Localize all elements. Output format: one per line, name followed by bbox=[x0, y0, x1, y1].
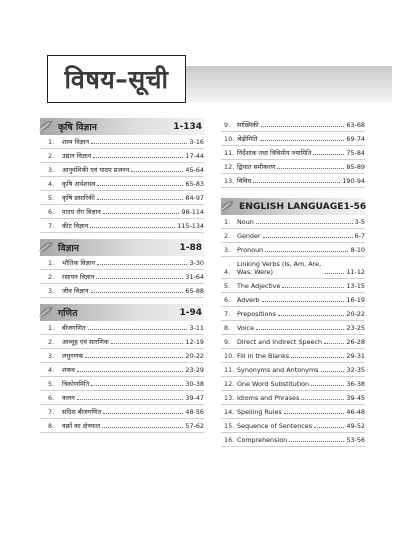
toc-entry[interactable] bbox=[221, 215, 365, 229]
entry-number: 9. bbox=[224, 121, 231, 129]
entry-pages: 23-25 bbox=[346, 324, 365, 332]
entry-number: 13. bbox=[224, 394, 235, 402]
dot-leader bbox=[282, 287, 344, 288]
toc-entry[interactable] bbox=[221, 391, 365, 405]
entry-number: 12. bbox=[224, 380, 235, 388]
dot-leader bbox=[262, 301, 345, 302]
entry-number: 14. bbox=[224, 408, 235, 416]
dot-leader bbox=[97, 264, 188, 265]
section-page-range: 1-88 bbox=[179, 242, 202, 253]
toc-entry[interactable] bbox=[221, 321, 365, 335]
entry-title: Linking Verbs (Is, Am, Are, Was, Were) bbox=[237, 260, 322, 276]
entry-pages: 84-97 bbox=[185, 194, 204, 202]
entry-title: कृषि अर्थशास्त्र bbox=[62, 180, 96, 188]
entry-pages: 69-74 bbox=[346, 135, 365, 143]
entry-pages: 39-45 bbox=[346, 394, 365, 402]
dot-leader bbox=[111, 343, 184, 344]
entry-title: Direct and Indirect Speech bbox=[237, 338, 322, 346]
left-column bbox=[40, 118, 204, 439]
section-agriculture bbox=[40, 118, 204, 233]
entry-pages: 48-56 bbox=[185, 408, 204, 416]
dot-leader bbox=[263, 237, 353, 238]
entry-title: लघुगणक bbox=[62, 352, 84, 360]
entry-number: 3. bbox=[224, 246, 231, 254]
entry-title: शस्य विज्ञान bbox=[62, 138, 90, 146]
toc-entry[interactable] bbox=[221, 146, 365, 160]
section-title: गणित bbox=[58, 308, 78, 319]
entry-pages: 57-62 bbox=[185, 422, 204, 430]
dot-leader bbox=[91, 292, 184, 293]
entry-pages: 53-56 bbox=[346, 436, 365, 444]
entry-title: Idioms and Phrases bbox=[237, 394, 300, 402]
entry-title: श्रेढ़ीमिति bbox=[237, 135, 258, 143]
toc-entry[interactable] bbox=[221, 132, 365, 146]
dot-leader bbox=[103, 213, 180, 214]
entry-title: Gender bbox=[237, 232, 261, 240]
dot-leader bbox=[324, 343, 344, 344]
entry-title: शंकव bbox=[62, 366, 75, 374]
dot-leader bbox=[321, 371, 345, 372]
entry-number: 10. bbox=[224, 135, 235, 143]
entry-pages: 63-68 bbox=[346, 121, 365, 129]
leaf-icon bbox=[219, 199, 235, 213]
entry-pages: 11-12 bbox=[346, 268, 365, 276]
entry-title: कृषि प्रसारिकी bbox=[62, 194, 95, 202]
entry-number: 16. bbox=[224, 436, 235, 444]
entry-title: पादप रोग विज्ञान bbox=[62, 208, 101, 216]
dot-leader bbox=[103, 413, 183, 414]
toc-entry[interactable] bbox=[221, 419, 365, 433]
entry-pages: 6-7 bbox=[354, 232, 365, 240]
entry-pages: 85-89 bbox=[346, 163, 365, 171]
entry-title: भौतिक विज्ञान bbox=[62, 259, 95, 267]
entry-pages: 8-10 bbox=[350, 246, 365, 254]
entry-pages: 13-15 bbox=[346, 282, 365, 290]
entry-pages: 46-48 bbox=[346, 408, 365, 416]
toc-entry[interactable] bbox=[40, 377, 204, 391]
entry-title: कलन bbox=[62, 394, 75, 402]
entry-title: जीव विज्ञान bbox=[62, 287, 89, 295]
entry-number: 8. bbox=[48, 422, 55, 430]
entry-pages: 17-44 bbox=[185, 152, 204, 160]
toc-entry[interactable] bbox=[221, 257, 365, 279]
entry-title: Spelling Rules bbox=[237, 408, 282, 416]
entry-pages: 98-114 bbox=[181, 208, 204, 216]
toc-entry[interactable] bbox=[40, 405, 204, 419]
toc-list bbox=[40, 256, 204, 298]
entry-number: 4. bbox=[48, 366, 55, 374]
entry-title: One Word Substitution bbox=[237, 380, 310, 388]
toc-entry[interactable] bbox=[221, 363, 365, 377]
entry-title: विविध bbox=[237, 177, 252, 185]
dot-leader bbox=[85, 357, 183, 358]
dot-leader bbox=[260, 140, 345, 141]
title-box bbox=[47, 55, 186, 103]
toc-entry[interactable] bbox=[221, 377, 365, 391]
entry-number: 2. bbox=[224, 232, 231, 240]
leaf-icon bbox=[38, 119, 54, 133]
entry-pages: 12-19 bbox=[185, 338, 204, 346]
dot-leader bbox=[301, 399, 344, 400]
toc-entry[interactable] bbox=[40, 321, 204, 335]
entry-title: आव्यूह एवं सारणिक bbox=[62, 338, 109, 346]
entry-number: 12. bbox=[224, 163, 235, 171]
toc-entry[interactable] bbox=[221, 293, 365, 307]
toc-entry[interactable] bbox=[40, 135, 204, 149]
dot-leader bbox=[325, 273, 344, 274]
toc-entry[interactable] bbox=[40, 191, 204, 205]
toc-entry[interactable] bbox=[40, 163, 204, 177]
toc-entry[interactable] bbox=[40, 284, 204, 298]
toc-entry[interactable] bbox=[221, 307, 365, 321]
dot-leader bbox=[96, 278, 183, 279]
section-header bbox=[40, 118, 204, 135]
right-column bbox=[221, 118, 365, 453]
entry-number: 5. bbox=[224, 282, 231, 290]
toc-entry[interactable] bbox=[221, 405, 365, 419]
entry-number: 11. bbox=[224, 149, 235, 157]
dot-leader bbox=[97, 185, 183, 186]
page-title: विषय–सूची bbox=[64, 65, 169, 94]
entry-pages: 16-19 bbox=[346, 296, 365, 304]
entry-pages: 3-5 bbox=[354, 218, 365, 226]
entry-number: 6. bbox=[48, 394, 55, 402]
entry-number: 1. bbox=[224, 218, 231, 226]
entry-pages: 75-84 bbox=[346, 149, 365, 157]
section-header bbox=[221, 198, 365, 215]
entry-number: 15. bbox=[224, 422, 235, 430]
entry-number: 6. bbox=[224, 296, 231, 304]
dot-leader bbox=[91, 385, 183, 386]
entry-pages: 3-30 bbox=[189, 259, 204, 267]
entry-title: Comprehension bbox=[237, 436, 288, 444]
section-mathematics bbox=[40, 304, 204, 433]
section-page-range: 1-134 bbox=[173, 121, 202, 132]
toc-entry[interactable] bbox=[40, 335, 204, 349]
dot-leader bbox=[131, 171, 183, 172]
dot-leader bbox=[253, 182, 340, 183]
entry-title: त्रिकोणमिति bbox=[62, 380, 90, 388]
entry-pages: 49-52 bbox=[346, 422, 365, 430]
leaf-icon bbox=[38, 305, 54, 319]
dot-leader bbox=[284, 413, 345, 414]
entry-number: 2. bbox=[48, 338, 55, 346]
entry-pages: 31-64 bbox=[185, 273, 204, 281]
dot-leader bbox=[278, 315, 345, 316]
entry-title: Sequence of Sentences bbox=[237, 422, 313, 430]
entry-pages: 190-94 bbox=[342, 177, 365, 185]
leaf-icon bbox=[38, 240, 54, 254]
section-english bbox=[221, 198, 365, 447]
toc-entry[interactable] bbox=[40, 391, 204, 405]
entry-pages: 3-16 bbox=[189, 138, 204, 146]
section-header bbox=[40, 239, 204, 256]
dot-leader bbox=[313, 154, 344, 155]
dot-leader bbox=[261, 126, 345, 127]
entry-title: The Adjective bbox=[237, 282, 281, 290]
entry-title: सांख्यिकी bbox=[237, 121, 259, 129]
entry-title: Synonyms and Antonyms bbox=[237, 366, 319, 374]
toc-entry[interactable] bbox=[40, 349, 204, 363]
dot-leader bbox=[90, 227, 175, 228]
toc-entry[interactable] bbox=[221, 279, 365, 293]
toc-entry[interactable] bbox=[221, 349, 365, 363]
toc-entry[interactable] bbox=[221, 160, 365, 174]
entry-number: 8. bbox=[224, 324, 231, 332]
dot-leader bbox=[77, 399, 184, 400]
entry-pages: 45-64 bbox=[185, 166, 204, 174]
entry-number: 1. bbox=[48, 259, 55, 267]
dot-leader bbox=[265, 251, 348, 252]
entry-title: द्विघात समीकरण bbox=[237, 163, 276, 171]
entry-number: 3. bbox=[48, 287, 55, 295]
toc-list bbox=[221, 215, 365, 447]
entry-number: 7. bbox=[48, 408, 55, 416]
toc-list-math-continued bbox=[221, 118, 365, 188]
entry-number: 1. bbox=[48, 138, 55, 146]
entry-title: उद्यान विज्ञान bbox=[62, 152, 92, 160]
entry-title: Fill in the Blanks bbox=[237, 352, 290, 360]
entry-pages: 29-31 bbox=[346, 352, 365, 360]
dot-leader bbox=[291, 357, 344, 358]
toc-entry[interactable] bbox=[40, 177, 204, 191]
entry-pages: 115-134 bbox=[177, 222, 204, 230]
dot-leader bbox=[289, 441, 344, 442]
section-title: ENGLISH LANGUAGE bbox=[239, 201, 344, 212]
entry-pages: 20-22 bbox=[346, 310, 365, 318]
toc-list bbox=[40, 135, 204, 233]
entry-pages: 39-47 bbox=[185, 394, 204, 402]
entry-pages: 65-88 bbox=[185, 287, 204, 295]
entry-pages: 23-29 bbox=[185, 366, 204, 374]
entry-number: 1. bbox=[48, 324, 55, 332]
section-page-range: 1-56 bbox=[343, 201, 367, 212]
toc-entry[interactable] bbox=[40, 270, 204, 284]
section-science bbox=[40, 239, 204, 298]
toc-entry[interactable] bbox=[221, 243, 365, 257]
entry-pages: 65-83 bbox=[185, 180, 204, 188]
entry-title: निर्देशांक तथा त्रिविमीय ज्यामिति bbox=[237, 149, 312, 157]
entry-title: Noun bbox=[237, 218, 254, 226]
toc-entry[interactable] bbox=[221, 118, 365, 132]
entry-number: 5. bbox=[48, 380, 55, 388]
entry-title: सदिश बीजगणित bbox=[62, 408, 102, 416]
entry-title: Voice bbox=[237, 324, 255, 332]
entry-title: Pronoun bbox=[237, 246, 264, 254]
entry-number: 13. bbox=[224, 177, 235, 185]
entry-pages: 36-38 bbox=[346, 380, 365, 388]
toc-entry[interactable] bbox=[221, 174, 365, 188]
toc-entry[interactable] bbox=[40, 205, 204, 219]
entry-number: 4. bbox=[224, 268, 231, 276]
entry-number: 7. bbox=[224, 310, 231, 318]
entry-number: 9. bbox=[224, 338, 231, 346]
dot-leader bbox=[97, 199, 184, 200]
entry-pages: 30-38 bbox=[185, 380, 204, 388]
entry-pages: 26-28 bbox=[346, 338, 365, 346]
section-title: कृषि विज्ञान bbox=[58, 122, 97, 133]
dot-leader bbox=[311, 385, 344, 386]
toc-list bbox=[40, 321, 204, 433]
entry-title: आनुवंशिकी एवं पादप प्रजनन bbox=[62, 166, 130, 174]
toc-entry[interactable] bbox=[40, 219, 204, 233]
entry-number: 3. bbox=[48, 352, 55, 360]
entry-title: कीट विज्ञान bbox=[62, 222, 89, 230]
entry-number: 2. bbox=[48, 152, 55, 160]
entry-number: 11. bbox=[224, 366, 235, 374]
section-page-range: 1-94 bbox=[179, 307, 202, 318]
entry-number: 6. bbox=[48, 208, 55, 216]
entry-number: 7. bbox=[48, 222, 55, 230]
entry-pages: 32-35 bbox=[346, 366, 365, 374]
section-header bbox=[40, 304, 204, 321]
entry-number: 3. bbox=[48, 166, 55, 174]
entry-pages: 20-22 bbox=[185, 352, 204, 360]
toc-entry[interactable] bbox=[40, 149, 204, 163]
dot-leader bbox=[256, 329, 344, 330]
dot-leader bbox=[77, 371, 184, 372]
entry-title: बीजगणित bbox=[62, 324, 86, 332]
entry-title: वक्रों का क्षेत्रफल bbox=[62, 422, 101, 430]
dot-leader bbox=[93, 157, 183, 158]
toc-entry[interactable] bbox=[40, 256, 204, 270]
entry-title: Adverb bbox=[237, 296, 260, 304]
dot-leader bbox=[102, 427, 183, 428]
dot-leader bbox=[277, 168, 344, 169]
dot-leader bbox=[256, 223, 353, 224]
entry-number: 4. bbox=[48, 180, 55, 188]
toc-entry[interactable] bbox=[40, 363, 204, 377]
toc-entry[interactable] bbox=[40, 419, 204, 433]
entry-number: 5. bbox=[48, 194, 55, 202]
dot-leader bbox=[88, 329, 188, 330]
toc-entry[interactable] bbox=[221, 229, 365, 243]
entry-number: 2. bbox=[48, 273, 55, 281]
entry-number: 10. bbox=[224, 352, 235, 360]
dot-leader bbox=[314, 427, 344, 428]
toc-entry[interactable] bbox=[221, 335, 365, 349]
entry-title: Prepositions bbox=[237, 310, 276, 318]
dot-leader bbox=[91, 143, 187, 144]
section-title: विज्ञान bbox=[58, 243, 79, 254]
toc-entry[interactable] bbox=[221, 433, 365, 447]
entry-title: रसायन विज्ञान bbox=[62, 273, 95, 281]
entry-pages: 3-11 bbox=[189, 324, 204, 332]
